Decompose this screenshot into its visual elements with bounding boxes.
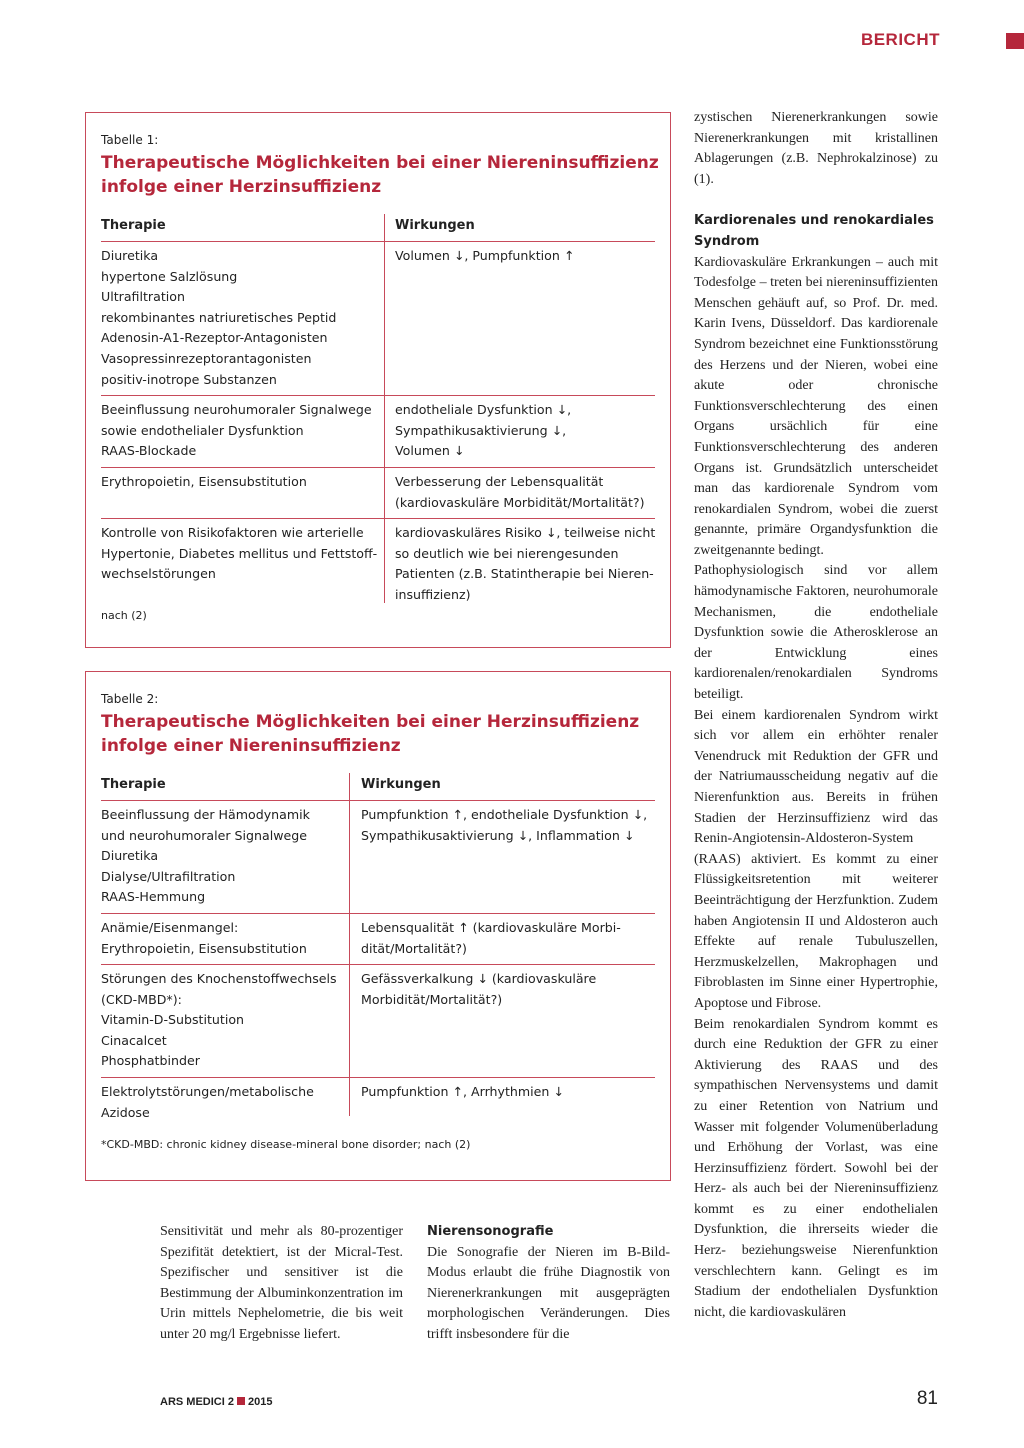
table-2-row-4-wirkungen: Pumpfunktion ↑, Arrhythmien ↓ bbox=[361, 1084, 564, 1099]
right-column-paragraph: Beim renokardialen Syndrom kommt es durch eine Reduktion der GFR zu einer Aktivierung des RAAS und des sympathischen Nervensystems und damit zu einer Retention von Natrium und Wasser mit folgender Volumenüberladung und Erhöhung der Vorlast, was eine Herzinsuffizienz fördert. Sowohl bei der Herz- als auch bei der Niereninsuffizienz kommt es zu einer endothelialen Dysfunktion, die ihrerseits wieder die Herz- beziehungsweise Nierenfunktion verschlechtern kann. Gelingt es im Stadium der endothelialen Dysfunktion nicht, die kardiovaskulären bbox=[694, 1016, 938, 1320]
table-1-row-4-wirkungen: kardiovaskuläres Risiko ↓, teilweise nicht so deutlich wie bei nierengesunden Patienten (z.B. Statintherapie bei Nieren- insuffizienz) bbox=[395, 525, 656, 602]
page-number: 81 bbox=[916, 1388, 938, 1409]
table-2-box bbox=[85, 671, 671, 1181]
right-column-paragraph: Bei einem kardiorenalen Syndrom wirkt sich vor allem ein erhöhter renaler Venendruck mit Reduktion der GFR und der Natriumausscheidung negativ auf die Nierenfunktion aus. Bereits in frühen Stadien der Herzinsuffizienz wird das Renin-Angiotensin-Aldosteron-System (RAAS) aktiviert. Es kommt zu einer Flüssigkeitsretention mit weiterer Beeinträchtigung der Herzfunktion. Zudem haben Angiotensin II und Aldosteron auch Effekte auf renale Tubuluszellen, Herzmuskelzellen, Makrophagen und Fibroblasten im Sinne einer Hypertrophie, Apoptose und Fibrose. bbox=[694, 707, 938, 1011]
right-column-intro: zystischen Nierenerkrankungen sowie Nierenerkrankungen mit kristallinen Ablagerungen (z.B. Nephrokalzinose) zu (1). bbox=[694, 110, 938, 187]
table-2-title-line-2: infolge einer Niereninsuffizienz bbox=[101, 736, 401, 756]
corner-marker bbox=[1006, 33, 1024, 49]
table-2-header-therapie: Therapie bbox=[101, 777, 166, 792]
table-2-row-2-wirkungen: Lebensqualität ↑ (kardiovaskuläre Morbi- dität/Mortalität?) bbox=[361, 920, 621, 956]
table-1-row-3-therapie: Erythropoietin, Eisensubstitution bbox=[101, 474, 307, 489]
table-1-label: Tabelle 1: bbox=[101, 133, 159, 147]
table-1-row-4-therapie: Kontrolle von Risikofaktoren wie arterielle Hypertonie, Diabetes mellitus und Fettstoff- wechselstörungen bbox=[101, 525, 378, 582]
table-2-row-rule bbox=[101, 1077, 655, 1078]
table-1-row-rule bbox=[101, 467, 655, 468]
table-2-row-3-wirkungen: Gefässverkalkung ↓ (kardiovaskuläre Morbidität/Mortalität?) bbox=[361, 971, 597, 1007]
table-1-column-divider bbox=[384, 214, 385, 603]
table-1-title bbox=[101, 151, 661, 199]
table-1-header-wirkungen: Wirkungen bbox=[395, 218, 475, 233]
table-2-note: *CKD-MBD: chronic kidney disease-mineral bone disorder; nach (2) bbox=[101, 1138, 471, 1151]
table-1-row-rule bbox=[101, 518, 655, 519]
table-1-row-1-therapie: Diuretika hypertone Salzlösung Ultrafiltration rekombinantes natriuretisches Peptid Adenosin-A1-Rezeptor-Antagonisten Vasopressinrezeptorantagonisten positiv-inotrope Substanzen bbox=[101, 248, 337, 387]
right-column-paragraph: Kardiovaskuläre Erkrankungen – auch mit Todesfolge – treten bei niereninsuffizienten Menschen gehäuft auf, so Prof. Dr. med. Karin Ivens, Düsseldorf. Das kardiorenale Syndrom bezeichnet eine Funktionsstörung des Herzens und der Nieren, wobei eine akute oder chronische Funktionsverschlechterung des einen Organs ursächlich für eine Funktionsverschlechterung des anderen Organs ist. Grundsätzlich unterscheidet man das kardiorenale Syndrom vom renokardialen Syndrom, wobei die zuerst genannte, primäre Organdysfunktion die zweitgenannte bedingt. bbox=[694, 254, 938, 558]
left-column bbox=[160, 1222, 403, 1346]
table-2-label: Tabelle 2: bbox=[101, 692, 159, 706]
table-1-title-line-2: infolge einer Herzinsuffizienz bbox=[101, 177, 382, 197]
table-2-title bbox=[101, 710, 661, 758]
middle-column bbox=[427, 1222, 670, 1346]
table-2-header-wirkungen: Wirkungen bbox=[361, 777, 441, 792]
table-1-row-2-wirkungen: endotheliale Dysfunktion ↓, Sympathikusaktivierung ↓, Volumen ↓ bbox=[395, 402, 572, 459]
table-1-box bbox=[85, 112, 671, 648]
table-1-title-line-1: Therapeutische Möglichkeiten bei einer Niereninsuffizienz bbox=[101, 153, 659, 173]
right-column bbox=[694, 108, 938, 1323]
section-label: BERICHT bbox=[860, 30, 940, 49]
left-column-text: Sensitivität und mehr als 80-prozentiger Spezifität detektiert, ist der Micral-Test. Spezifischer und sensitiver ist die Bestimmung der Albuminkonzentration im Urin mittels Nephelometrie, die bis weit unter 20 mg/l Ergebnisse liefert. bbox=[160, 1224, 403, 1342]
middle-column-text: Die Sonografie der Nieren im B-Bild-Modus erlaubt die frühe Diagnostik von Nierenerkrankungen mit ausgeprägten morphologischen Veränderungen. Dies trifft insbesondere für die bbox=[427, 1244, 670, 1342]
journal-name: ARS MEDICI 2 bbox=[160, 1396, 234, 1408]
table-2-row-4-therapie: Elektrolytstörungen/metabolische Azidose bbox=[101, 1084, 314, 1120]
table-1-row-1-wirkungen: Volumen ↓, Pumpfunktion ↑ bbox=[395, 248, 575, 263]
table-1-note: nach (2) bbox=[101, 609, 147, 622]
table-2-row-1-wirkungen: Pumpfunktion ↑, endotheliale Dysfunktion ↓, Sympathikusaktivierung ↓, Inflammation ↓ bbox=[361, 807, 648, 843]
table-1-header-therapie: Therapie bbox=[101, 218, 166, 233]
journal-year: 2015 bbox=[247, 1396, 273, 1408]
nierensonografie-heading: Nierensonografie bbox=[427, 1224, 554, 1239]
table-1-header-rule bbox=[101, 241, 655, 242]
table-2-row-3-therapie: Störungen des Knochenstoffwechsels (CKD-MBD*): Vitamin-D-Substitution Cinacalcet Phosphatbinder bbox=[101, 971, 337, 1069]
table-2-row-1-therapie: Beeinflussung der Hämodynamik und neurohumoraler Signalwege Diuretika Dialyse/Ultrafiltration RAAS-Hemmung bbox=[101, 807, 310, 905]
table-2-row-rule bbox=[101, 913, 655, 914]
table-1-row-2-therapie: Beeinflussung neurohumoraler Signalwege sowie endothelialer Dysfunktion RAAS-Blockade bbox=[101, 402, 372, 459]
table-1-row-3-wirkungen: Verbesserung der Lebensqualität (kardiovaskuläre Morbidität/Mortalität?) bbox=[395, 474, 645, 510]
table-2-header-rule bbox=[101, 800, 655, 801]
footer-journal bbox=[160, 1396, 272, 1408]
table-2-row-rule bbox=[101, 964, 655, 965]
footer-square bbox=[237, 1397, 245, 1405]
kardiorenales-syndrom-heading: Kardiorenales und renokardiales Syndrom bbox=[694, 213, 934, 249]
table-1-row-rule bbox=[101, 395, 655, 396]
table-2-column-divider bbox=[349, 773, 350, 1116]
table-2-row-2-therapie: Anämie/Eisenmangel: Erythropoietin, Eisensubstitution bbox=[101, 920, 307, 956]
table-2-title-line-1: Therapeutische Möglichkeiten bei einer Herzinsuffizienz bbox=[101, 712, 640, 732]
right-column-paragraph: Pathophysiologisch sind vor allem hämodynamische Faktoren, neurohumorale Mechanismen, die endotheliale Dysfunktion sowie die Atherosklerose an der Entwicklung eines kardiorenalen/renokardialen Syndroms beteiligt. bbox=[694, 563, 938, 703]
